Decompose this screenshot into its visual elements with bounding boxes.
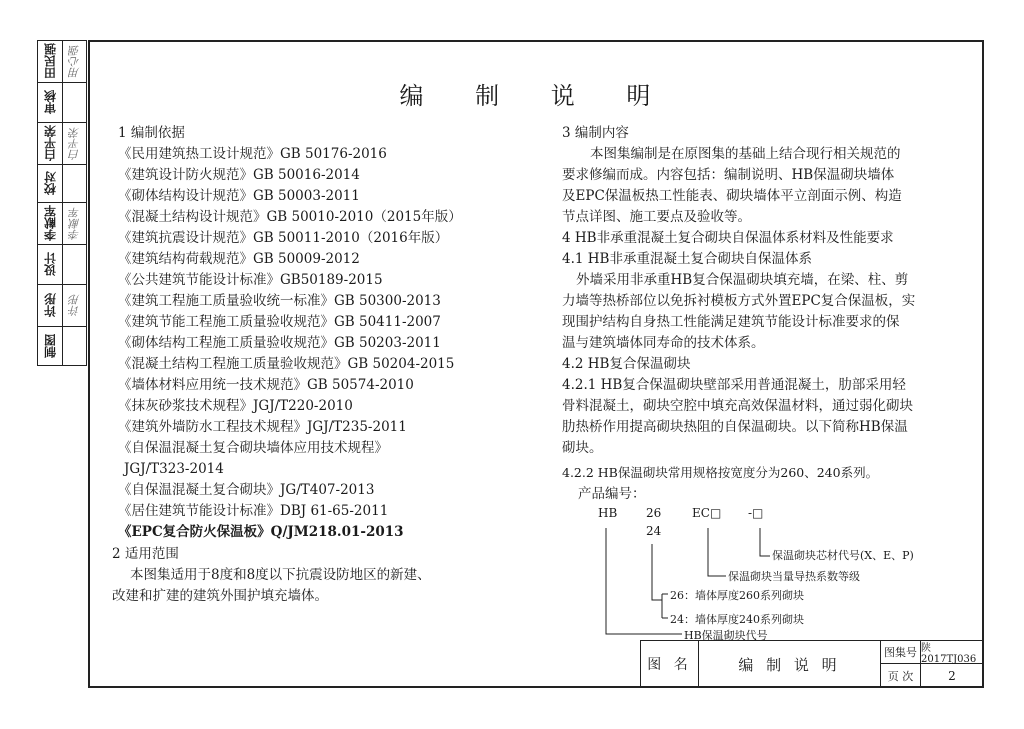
reference-item: 《混凝土结构工程施工质量验收规范》GB 50204-2015: [118, 356, 455, 372]
code-dash: -□: [748, 506, 764, 520]
approval-role: 白平荣: [38, 123, 63, 164]
label-core-material: 保温砌块芯材代号(X、E、P): [772, 549, 914, 562]
page-number-value: 2: [948, 668, 956, 683]
reference-item: 《建筑设计防火规范》GB 50016-2014: [118, 167, 360, 183]
paragraph-line: 改建和扩建的建筑外围护填充墙体。: [112, 588, 328, 604]
title-block: [640, 640, 984, 688]
subsection-4-1-heading: 4.1 HB非承重混凝土复合砌块自保温体系: [562, 251, 812, 267]
paragraph-line: 及EPC保温板热工性能表、砌块墙体平立剖面示例、构造: [562, 188, 902, 204]
reference-item: 《居住建筑节能设计标准》DBJ 61-65-2011: [118, 503, 389, 519]
approval-row: [38, 165, 86, 203]
paragraph-line: 4.2.1 HB复合保温砌块壁部采用普通混凝土，肋部采用轻: [562, 377, 906, 393]
reference-item: 《建筑工程施工质量验收统一标准》GB 50300-2013: [118, 293, 441, 309]
product-code-label: 产品编号：: [578, 486, 646, 502]
code-hb: HB: [598, 506, 618, 520]
paragraph-line: 肋热桥作用提高砌块热阻的自保温砌块。以下简称HB保温: [562, 419, 908, 435]
reference-item: 《混凝土结构设计规范》GB 50010-2010（2015年版）: [118, 209, 462, 225]
subsection-4-2-heading: 4.2 HB复合保温砌块: [562, 356, 691, 372]
approval-role: 校对: [38, 165, 63, 202]
approval-signature: [62, 165, 88, 202]
approval-role: 审核: [38, 83, 63, 122]
label-26-series: 26：墙体厚度260系列砌块: [670, 589, 804, 602]
drawing-name-value: 编 制 说 明: [699, 641, 881, 687]
code-26: 26: [646, 506, 662, 520]
approval-role: 许彤: [38, 285, 63, 326]
label-24-series: 24：墙体厚度240系列砌块: [670, 613, 804, 626]
paragraph-line: 砌块。: [562, 440, 603, 456]
reference-item: 《砌体结构设计规范》GB 50003-2011: [118, 188, 360, 204]
paragraph-line: 4.2.2 HB保温砌块常用规格按宽度分为260、240系列。: [562, 465, 879, 480]
reference-item: 《抹灰砂浆技术规程》JGJ/T220-2010: [118, 398, 353, 414]
approval-role: 田民强: [38, 41, 63, 82]
approval-strip: [37, 40, 87, 366]
approval-signature: [62, 83, 88, 122]
reference-item: 《建筑节能工程施工质量验收规范》GB 50411-2007: [118, 314, 441, 330]
approval-row: [38, 203, 86, 245]
approval-role: 制图: [38, 327, 63, 365]
label-grade: 保温砌块当量导热系数等级: [728, 570, 860, 583]
approval-role: 李献军: [38, 203, 63, 244]
approval-signature: [62, 245, 88, 284]
approval-row: [38, 327, 86, 365]
reference-item: 《公共建筑节能设计标准》GB50189-2015: [118, 272, 383, 288]
approval-signature: 用心强: [68, 45, 81, 78]
reference-item: 《建筑抗震设计规范》GB 50011-2010（2016年版）: [118, 230, 449, 246]
section-2-heading: 2 适用范围: [112, 546, 179, 562]
paragraph-line: 外墙采用非承重HB复合保温砌块填充墙，在梁、柱、剪: [576, 272, 909, 288]
approval-signature: 许彤: [68, 294, 81, 317]
code-24: 24: [646, 524, 662, 538]
paragraph-line: 本图集适用于8度和8度以下抗震设防地区的新建、: [130, 567, 431, 583]
approval-signature: 李献军: [68, 207, 81, 240]
section-3-heading: 3 编制内容: [562, 125, 629, 141]
paragraph-line: 节点详图、施工要点及验收等。: [562, 209, 751, 225]
atlas-number-label: 图集号: [881, 641, 921, 664]
reference-item: 《墙体材料应用统一技术规范》GB 50574-2010: [118, 377, 414, 393]
code-ec: EC□: [692, 506, 722, 520]
reference-item: 《EPC复合防火保温板》Q/JM218.01-2013: [118, 524, 404, 540]
paragraph-line: 骨料混凝土，砌块空腔中填充高效保温材料，通过弱化砌块: [562, 398, 913, 414]
approval-row: [38, 41, 86, 83]
paragraph-line: 要求修编而成。内容包括：编制说明、HB保温砌块墙体: [562, 167, 895, 183]
section-1-heading: 1 编制依据: [118, 125, 185, 141]
reference-item: 《民用建筑热工设计规范》GB 50176-2016: [118, 146, 387, 162]
reference-item: 《自保温混凝土复合砌块墙体应用技术规程》: [118, 440, 388, 456]
page-title: 编 制 说 明: [399, 82, 673, 110]
paragraph-line: 现围护结构自身热工性能满足建筑节能设计标准要求的保: [562, 314, 900, 330]
paragraph-line: 温与建筑墙体同寿命的技术体系。: [562, 335, 765, 351]
reference-item: 《自保温混凝土复合砌块》JG/T407-2013: [118, 482, 375, 498]
approval-signature: [62, 327, 88, 365]
paragraph-line: 力墙等热桥部位以免拆衬模板方式外置EPC复合保温板，实: [562, 293, 916, 309]
reference-item: 《建筑外墙防水工程技术规程》JGJ/T235-2011: [118, 419, 407, 435]
approval-row: [38, 83, 86, 123]
approval-signature: 白平荣: [68, 127, 81, 160]
drawing-name-label: 图 名: [641, 641, 699, 687]
approval-row: [38, 245, 86, 285]
approval-row: [38, 123, 86, 165]
reference-item: 《建筑结构荷载规范》GB 50009-2012: [118, 251, 360, 267]
reference-item: JGJ/T323-2014: [124, 461, 224, 477]
atlas-number-value: 陕2017TJ036: [921, 641, 983, 664]
approval-role: 设计: [38, 245, 63, 284]
section-4-heading: 4 HB非承重混凝土复合砌块自保温体系材料及性能要求: [562, 230, 894, 246]
paragraph-line: 本图集编制是在原图集的基础上结合现行相关规范的: [590, 146, 901, 162]
page-number-label: 页 次: [881, 664, 921, 687]
label-hb-code: HB保温砌块代号: [684, 629, 768, 642]
approval-row: [38, 285, 86, 327]
reference-item: 《砌体结构工程施工质量验收规范》GB 50203-2011: [118, 335, 441, 351]
